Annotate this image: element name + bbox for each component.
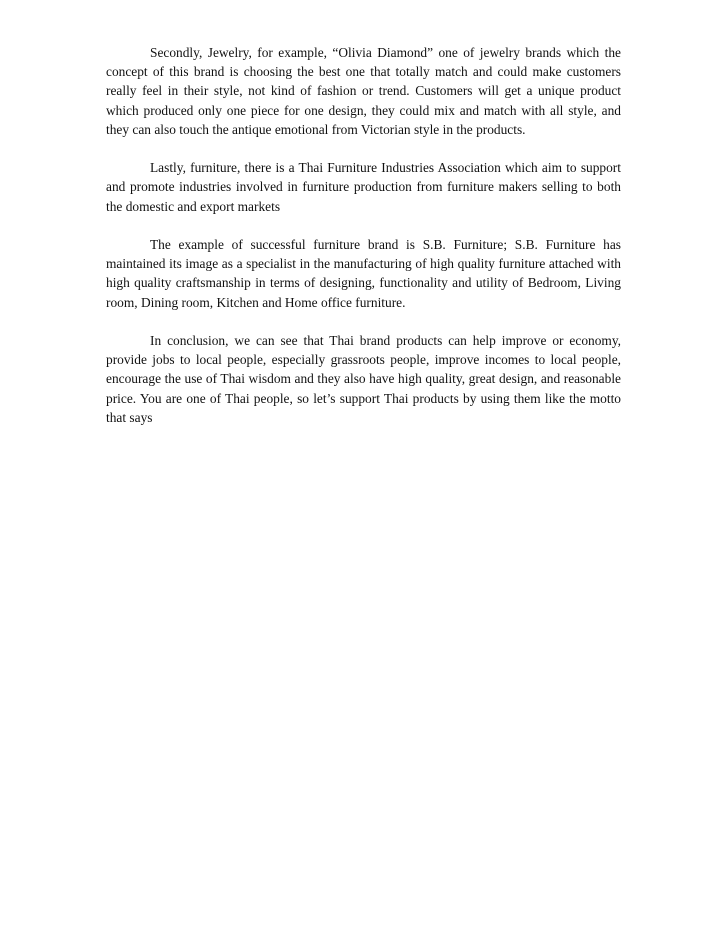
document-body	[106, 43, 621, 446]
paragraph-furniture-association: Lastly, furniture, there is a Thai Furniture Industries Association which aim to support and promote industries involved in furniture production from furniture makers selling to both the domestic and export markets	[106, 160, 621, 214]
paragraph-conclusion: In conclusion, we can see that Thai brand products can help improve or economy, provide jobs to local people, especially grassroots people, improve incomes to local people, encourage the use of Thai wisdom and they also have high quality, great design, and reasonable price. You are one of Thai people, so let’s support Thai products by using them like the motto that says	[106, 333, 621, 425]
paragraph-furniture-brand: The example of successful furniture brand is S.B. Furniture; S.B. Furniture has maintained its image as a specialist in the manufacturing of high quality furniture attached with high quality craftsmanship in terms of designing, functionality and utility of Bedroom, Living room, Dining room, Kitchen and Home office furniture.	[106, 237, 621, 310]
paragraph-jewelry: Secondly, Jewelry, for example, “Olivia Diamond” one of jewelry brands which the concept of this brand is choosing the best one that totally match and could make customers really feel in their style, not kind of fashion or trend. Customers will get a unique product which produced only one piece for one design, they could mix and match with all style, and they can also touch the antique emotional from Victorian style in the products.	[106, 45, 621, 137]
